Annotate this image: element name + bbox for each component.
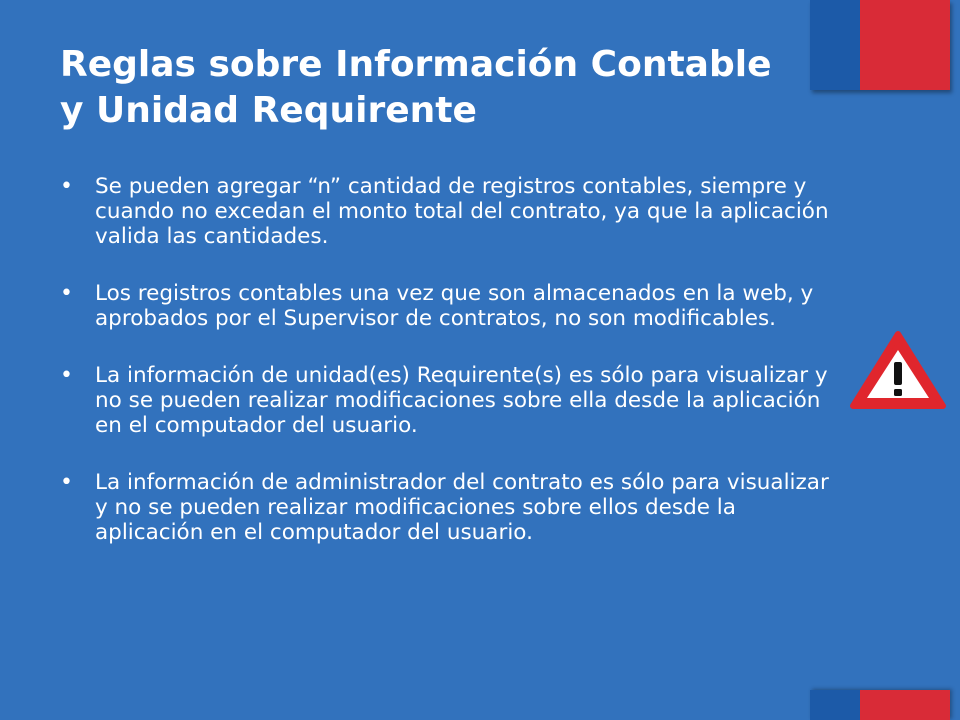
bullet-marker: •: [60, 281, 73, 306]
bullet-item: [60, 470, 830, 545]
bullet-text: Se pueden agregar “n” cantidad de registros contables, siempre y cuando no excedan el monto total del contrato, ya que la aplicación valida las cantidades.: [95, 174, 829, 249]
flag-decoration-top: [810, 0, 950, 90]
flag-blue-stripe: [810, 0, 860, 90]
bullet-item: [60, 363, 830, 438]
warning-icon: [850, 330, 946, 410]
bullet-text: La información de unidad(es) Requirente(s) es sólo para visualizar y no se pueden realizar modificaciones sobre ella desde la aplicación en el computador del usuario.: [95, 363, 828, 438]
flag-decoration-bottom: [810, 690, 950, 720]
bullet-marker: •: [60, 174, 73, 199]
flag-red-stripe: [860, 0, 950, 90]
bullet-item: [60, 174, 830, 249]
bullet-marker: •: [60, 363, 73, 388]
bullet-item: [60, 281, 830, 331]
flag-blue-stripe: [810, 690, 860, 720]
bullet-text: La información de administrador del contrato es sólo para visualizar y no se pueden realizar modificaciones sobre ellos desde la aplicación en el computador del usuario.: [95, 470, 829, 545]
bullet-text: Los registros contables una vez que son almacenados en la web, y aprobados por el Supervisor de contratos, no son modificables.: [95, 281, 814, 331]
slide-title: Reglas sobre Información Contable y Unidad Requirente: [60, 44, 772, 131]
flag-red-stripe: [860, 690, 950, 720]
bullet-marker: •: [60, 470, 73, 495]
bullet-list: [60, 174, 830, 577]
